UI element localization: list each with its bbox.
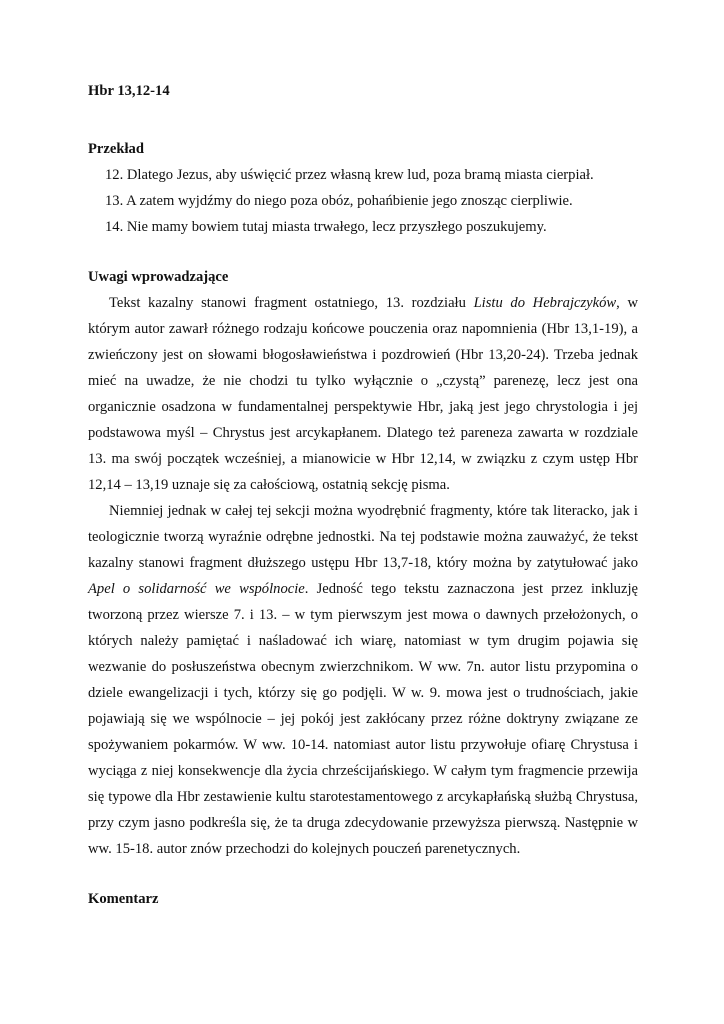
section-heading-przeklad: Przekład bbox=[88, 141, 144, 157]
paragraph-intro-2-text-a: Niemniej jednak w całej tej sekcji można wyodrębnić fragmenty, które tak literacko, jak i teologicznie tworzą wyraźnie odrębne jednostki. Na tej podstawie można zauważyć, że tekst kazalny stanowi fragment dłuższego ustępu Hbr 13,7-18, który można by zatytułować jako bbox=[88, 503, 638, 571]
verse-14: 14. Nie mamy bowiem tutaj miasta trwałego, lecz przyszłego poszukujemy. bbox=[105, 219, 547, 235]
paragraph-intro-1-text-a: Tekst kazalny stanowi fragment ostatniego, 13. rozdziału bbox=[109, 295, 474, 311]
document-page bbox=[88, 78, 638, 912]
paragraph-intro-2-italic: Apel o solidarność we wspólnocie bbox=[88, 581, 305, 597]
section-heading-uwagi: Uwagi wprowadzające bbox=[88, 269, 229, 285]
paragraph-intro-2 bbox=[88, 498, 638, 862]
paragraph-intro-1-text-c: , w którym autor zawarł różnego rodzaju końcowe pouczenia oraz napomnienia (Hbr 13,1-19), a zwieńczony jest on słowami błogosławieństwa i pozdrowień (Hbr 13,20-24). Trzeba jednak mieć na uwadze, że nie chodzi tu tylko wyłącznie o „czystą” parenezę, lecz jest ona organicznie osadzona w fundamentalnej perspektywie Hbr, jaką jest jego chrystologia i jej podstawowa myśl – Chrystus jest arcykapłanem. Dlatego też pareneza zawarta w rozdziale 13. ma swój początek wcześniej, a mianowicie w Hbr 12,14, w związku z czym ustęp Hbr 12,14 – 13,19 uznaje się za całościową, ostatnią sekcję pisma. bbox=[88, 295, 638, 493]
paragraph-intro-1-italic: Listu do Hebrajczyków bbox=[473, 295, 617, 311]
document-title: Hbr 13,12-14 bbox=[88, 83, 170, 99]
section-heading-komentarz: Komentarz bbox=[88, 891, 159, 907]
paragraph-intro-2-text-c: . Jedność tego tekstu zaznaczona jest przez inkluzję tworzoną przez wiersze 7. i 13. – w tym pierwszym jest mowa o dawnych przełożonych, o których należy pamiętać i naśladować ich wiarę, natomiast w tym drugim pojawia się wezwanie do posłuszeństwa obecnym zwierzchnikom. W ww. 7n. autor listu przypomina o dziele ewangelizacji i tych, którzy się go podjęli. W w. 9. mowa jest o trudnościach, jakie pojawiają się we wspólnocie – jej pokój jest zakłócany przez różne doktryny związane ze spożywaniem pokarmów. W ww. 10-14. natomiast autor listu przywołuje ofiarę Chrystusa i wyciąga z niej konsekwencje dla życia chrześcijańskiego. W całym tym fragmencie przewija się typowe dla Hbr zestawienie kultu starotestamentowego z arcykapłańską służbą Chrystusa, przy czym jasno podkreśla się, że ta druga zdecydowanie przewyższa pierwszą. Następnie w ww. 15-18. autor znów przechodzi do kolejnych pouczeń parenetycznych. bbox=[88, 581, 638, 857]
verse-12: 12. Dlatego Jezus, aby uświęcić przez własną krew lud, poza bramą miasta cierpiał. bbox=[105, 167, 594, 183]
verse-13: 13. A zatem wyjdźmy do niego poza obóz, pohańbienie jego znosząc cierpliwie. bbox=[105, 193, 573, 209]
paragraph-intro-1 bbox=[88, 290, 638, 498]
